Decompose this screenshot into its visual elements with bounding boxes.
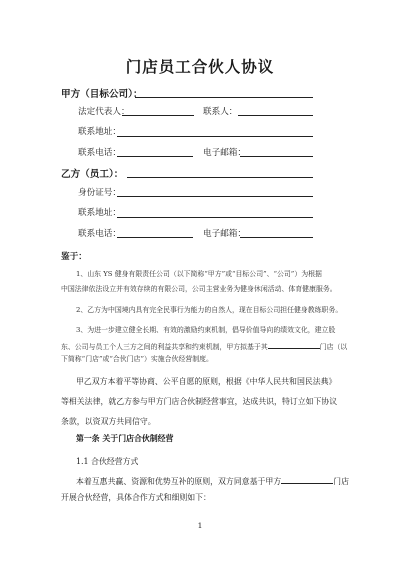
whereas-item-1-line-2: 中国法律依法设立并有效存续的有限公司，公司主营业务为健身休闲活动、体育健康服务。 [61,285,337,293]
party-a-address-field[interactable] [117,136,313,137]
contact-field[interactable] [238,115,313,116]
legal-rep-label: 法定代表人： [78,107,130,117]
party-a-phone-field[interactable] [117,156,193,157]
article-1-body-line-2: 开展合伙经营，具体合作方式和细则如下： [61,493,211,502]
legal-rep-field[interactable] [122,115,194,116]
contact-label: 联系人： [203,107,238,117]
whereas-item-3-line-3: 下简称“门店”或“合伙门店”）实施合伙经营制度。 [61,355,213,363]
intro-line-3: 条款，以资双方共同信守。 [61,417,156,426]
party-b-email-field[interactable] [240,237,313,238]
whereas-label: 鉴于： [61,252,87,262]
whereas-item-3-line-2-tail: 门店（以 [319,343,348,351]
page-title: 门店员工合伙人协议 [125,57,275,76]
whereas-item-3-line-2-text: 东、公司与员工个人三方之间的利益共享和约束机制，甲方拟基于其 [61,343,268,351]
article-1-body-line-1-tail: 门店 [333,477,349,486]
party-a-address-label: 联系地址： [78,127,121,137]
whereas-item-3-line-2 [61,339,347,353]
party-a-label: 甲方（目标公司）： [61,89,143,100]
party-b-name-field[interactable] [127,177,313,178]
party-b-email-label: 电子邮箱： [203,229,246,239]
article-1-heading: 第一条 关于门店合伙制经营 [76,434,174,443]
page-number: 1 [197,521,203,530]
article-1-1-heading: 1.1 合伙经营方式 [76,457,139,466]
article-1-body-line-1-text: 本着互惠共赢、资源和优势互补的原则，双方同意基于甲方 [76,477,282,486]
whereas-item-3-line-1: 3、为进一步建立健全长期、有效的激励约束机制，倡导价值导向的绩效文化，建立股 [76,326,336,334]
party-a-name-field[interactable] [135,97,313,98]
party-b-phone-label: 联系电话： [78,229,121,239]
whereas-item-2: 2、乙方为中国境内具有完全民事行为能力的自然人，现在目标公司担任健身教练职务。 [76,306,343,314]
party-a-email-label: 电子邮箱： [203,148,246,158]
party-b-label: 乙方（员工）： [61,169,124,180]
intro-line-1: 甲乙双方本着平等协商、公平自愿的原则，根据《中华人民共和国民法典》 [76,377,337,386]
store-name-blank[interactable] [268,339,320,349]
party-b-address-label: 联系地址： [78,208,121,218]
party-b-phone-field[interactable] [117,237,193,238]
id-number-label: 身份证号： [78,188,121,198]
id-number-field[interactable] [117,196,313,197]
party-a-phone-label: 联系电话： [78,148,121,158]
whereas-item-1-line-1: 1、山东 YS 健身有限责任公司（以下简称“甲方”或“目标公司”、“公司”）为根据 [76,270,322,278]
party-a-email-field[interactable] [240,156,313,157]
article-store-name-blank[interactable] [281,474,333,484]
intro-line-2: 等相关法律，就乙方参与甲方门店合伙制经营事宜，达成共识，特订立如下协议 [61,397,338,406]
party-b-address-field[interactable] [117,217,313,218]
